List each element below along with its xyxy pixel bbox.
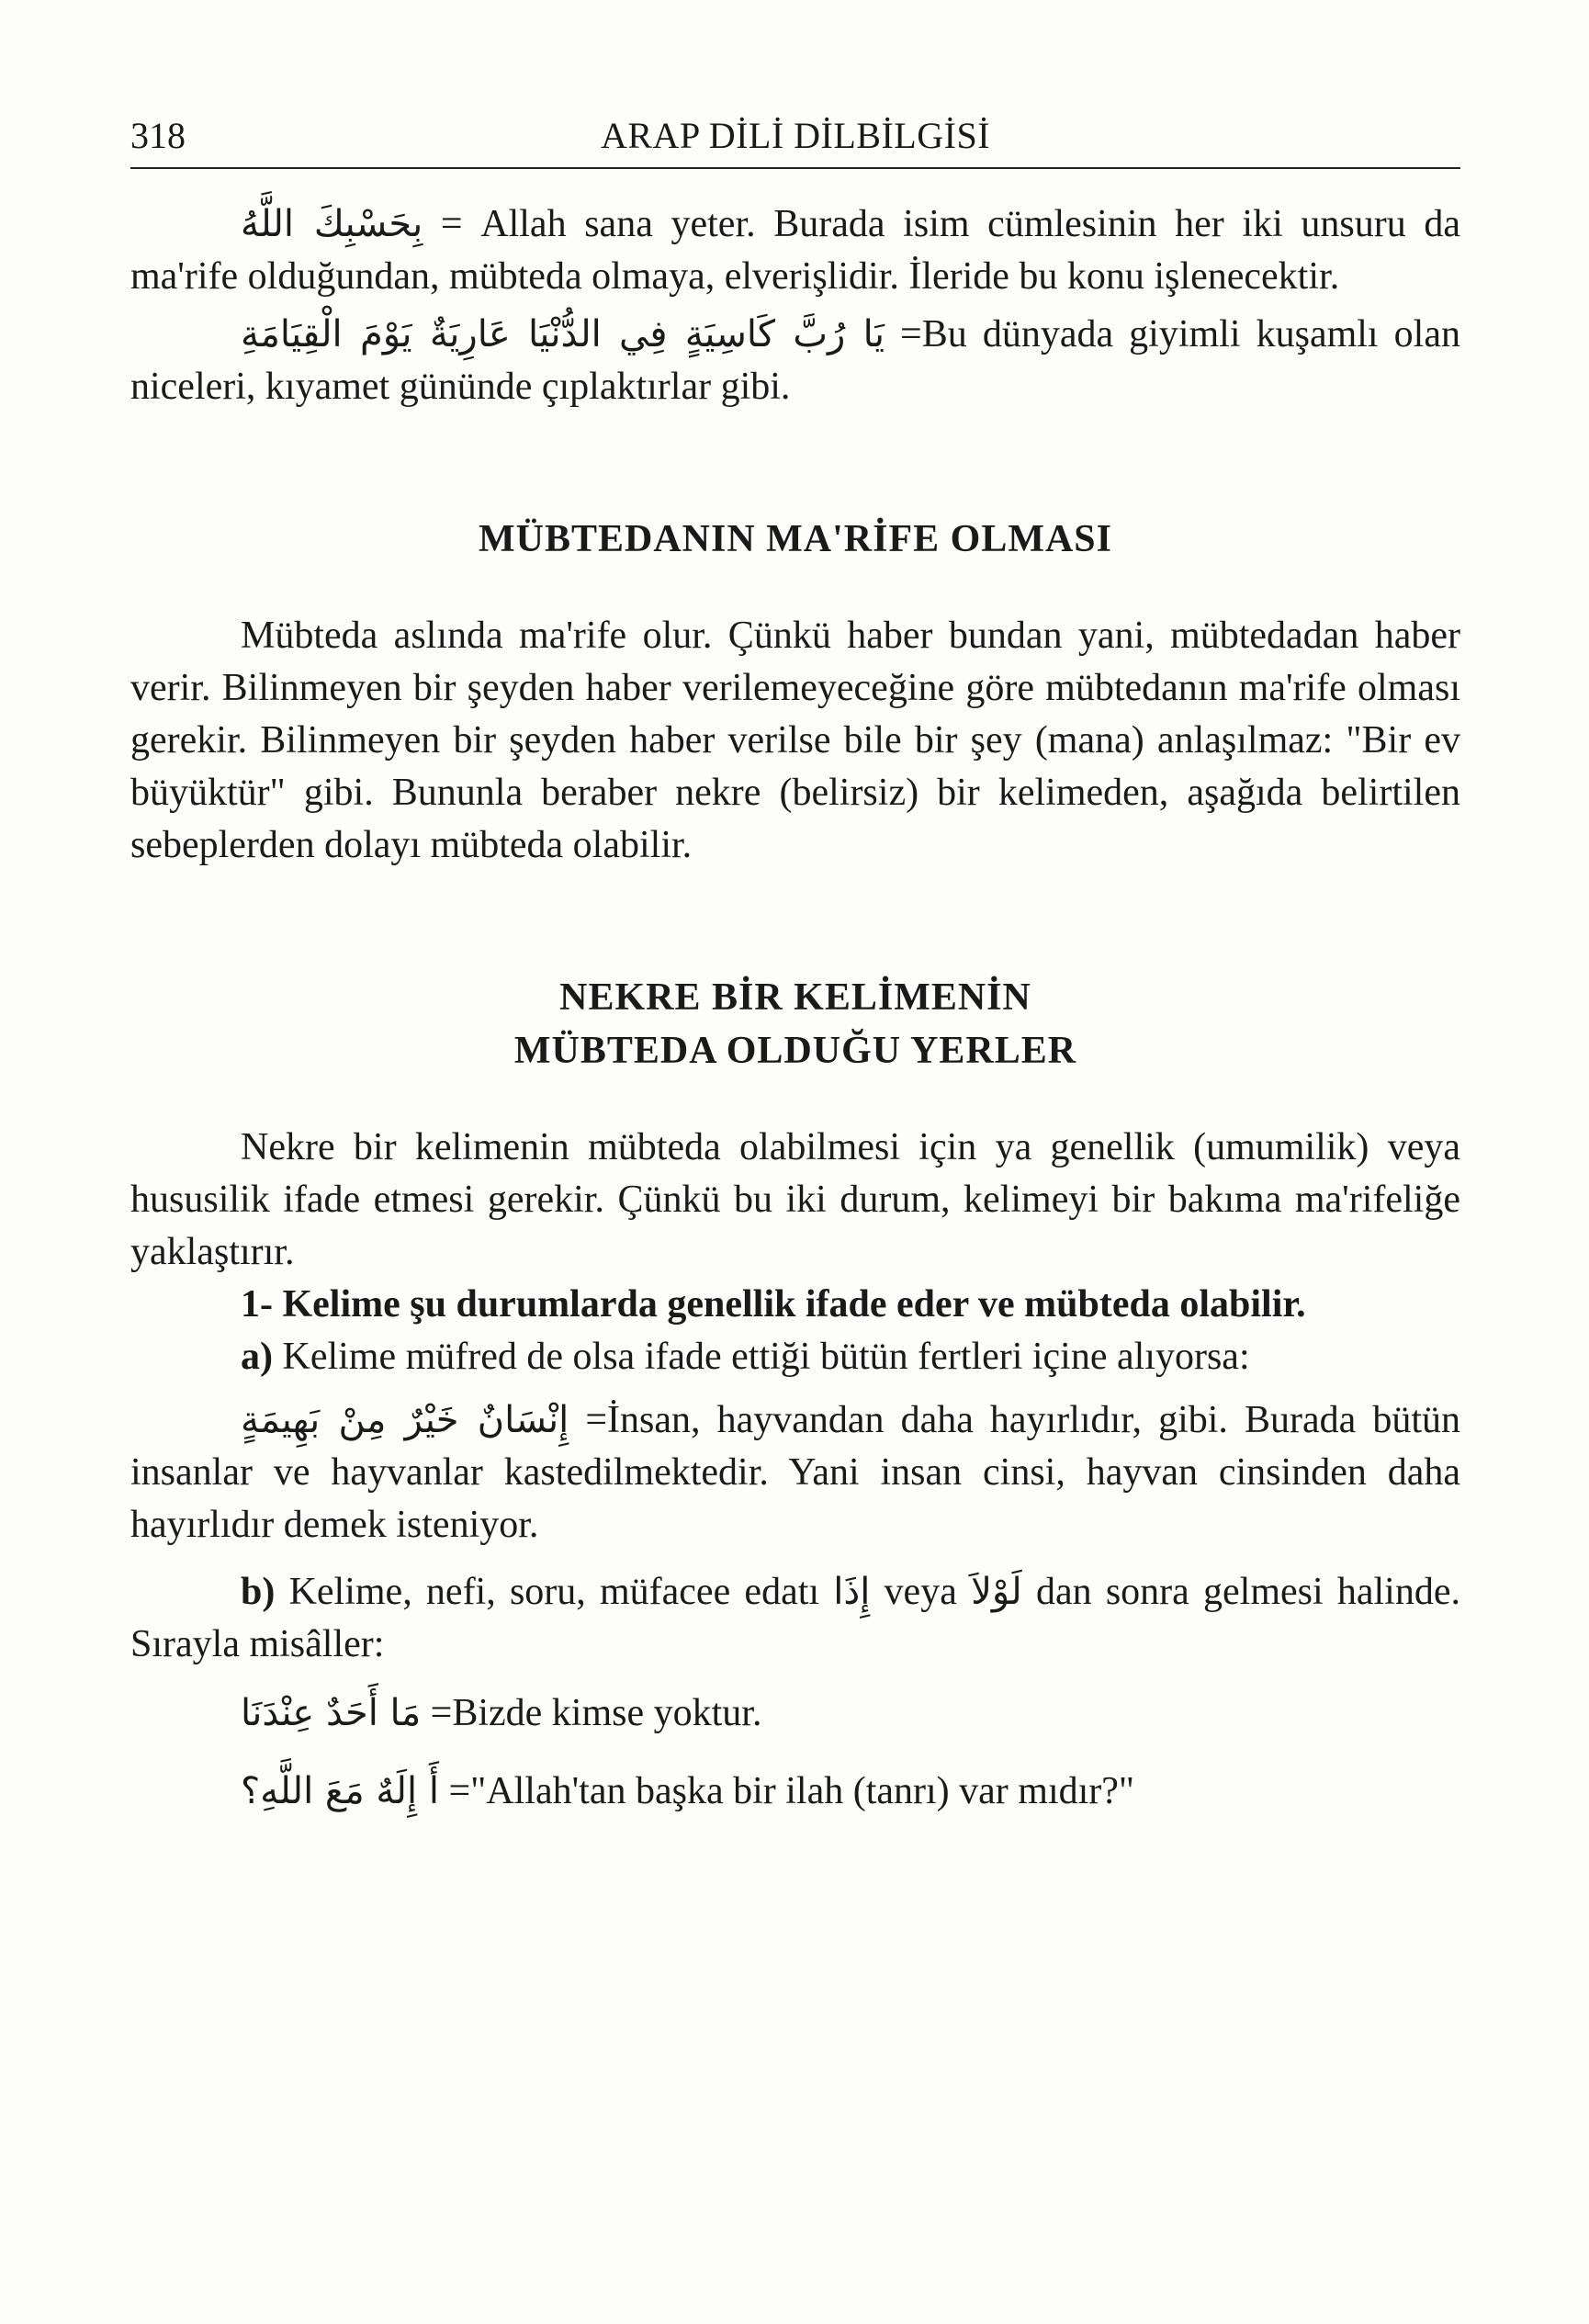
section-heading-marife: MÜBTEDANIN MA'RİFE OLMASI [478,518,1113,560]
intro-example-1 [130,198,1460,303]
example-text: ="Allah'tan başka bir ilah (tanrı) var mıdır?" [438,1770,1135,1812]
section-heading-nekre-line1: NEKRE BİR KELİMENİN [559,976,1031,1019]
page-number: 318 [130,115,186,156]
intro-example-2 [130,309,1460,413]
example-text: =Bu dünyada giyimli kuşamlı olan niceleri, kıyamet gününde çıplaktırlar gibi. [130,313,1460,408]
arabic-word-lawla: لَوْلاَ [971,1571,1022,1613]
section-heading-nekre-line2: MÜBTEDA OLDUĞU YERLER [513,1030,1077,1072]
example-text: =Bizde kimse yoktur. [421,1692,762,1734]
page [130,108,1460,1818]
case-b-label: b) [241,1571,276,1613]
case-b-text: dan sonra gelmesi halinde. Sırayla misâller: [130,1571,1460,1665]
arabic-word-idha: إِذَا [833,1571,871,1613]
page-header [130,108,1460,169]
section-paragraph: Nekre bir kelimenin mübteda olabilmesi için ya genellik (umumilik) veya hususilik ifade etmesi gerekir. Çünkü bu iki durum, kelimeyi bir bakıma ma'rifeliğe yaklaştırır. [130,1126,1460,1273]
rule-1-text: 1- Kelime şu durumlarda genellik ifade eder ve mübteda olabilir. [241,1283,1306,1326]
arabic-example: أَ إِلَهٌ مَعَ اللَّهِ؟ [241,1770,439,1812]
rule-1 [130,1279,1460,1331]
section-paragraph: Mübteda aslında ma'rife olur. Çünkü haber bundan yani, mübtedadan haber verir. Bilinmeyen bir şeyden haber verilemeyeceğine göre mübtedanın ma'rife olması gerekir. Bilinmeyen bir şeyden haber verilse bile bir şey (mana) anlaşılmaz: "Bir ev büyüktür" gibi. Bununla beraber nekre (belirsiz) bir kelimeden, aşağıda belirtilen sebeplerden dolayı mübteda olabilir. [130,615,1460,866]
example-text: = Allah sana yeter. Burada isim cümlesinin her iki unsuru da ma'rife olduğundan, mübteda olmaya, elverişlidir. İleride bu konu işlenecektir. [130,203,1461,298]
running-title: ARAP DİLİ DİLBİLGİSİ [600,115,991,156]
case-b-text: Kelime, nefi, soru, müfacee edatı [275,1571,834,1613]
case-b-example-1 [130,1687,1460,1740]
arabic-example: بِحَسْبِكَ اللَّهُ [241,203,423,245]
case-b-example-2 [130,1766,1460,1818]
arabic-example: إِنْسَانٌ خَيْرٌ مِنْ بَهِيمَةٍ [241,1399,569,1441]
case-a-text: Kelime müfred de olsa ifade ettiği bütün fertleri içine alıyorsa: [273,1336,1250,1378]
case-b-text: veya [870,1571,972,1613]
case-a [130,1331,1460,1383]
arabic-example: مَا أَحَدٌ عِنْدَنَا [241,1692,422,1734]
arabic-example: يَا رُبَّ كَاسِيَةٍ فِي الدُّنْيَا عَارِيَةٌ يَوْمَ الْقِيَامَةِ [241,313,885,355]
case-b [130,1566,1460,1671]
case-a-label: a) [241,1336,273,1378]
case-a-example [130,1394,1460,1551]
example-text: =İnsan, hayvandan daha hayırlıdır, gibi. Burada bütün insanlar ve hayvanlar kastedilmektedir. Yani insan cinsi, hayvan cinsinden daha hayırlıdır demek isteniyor. [130,1399,1461,1546]
